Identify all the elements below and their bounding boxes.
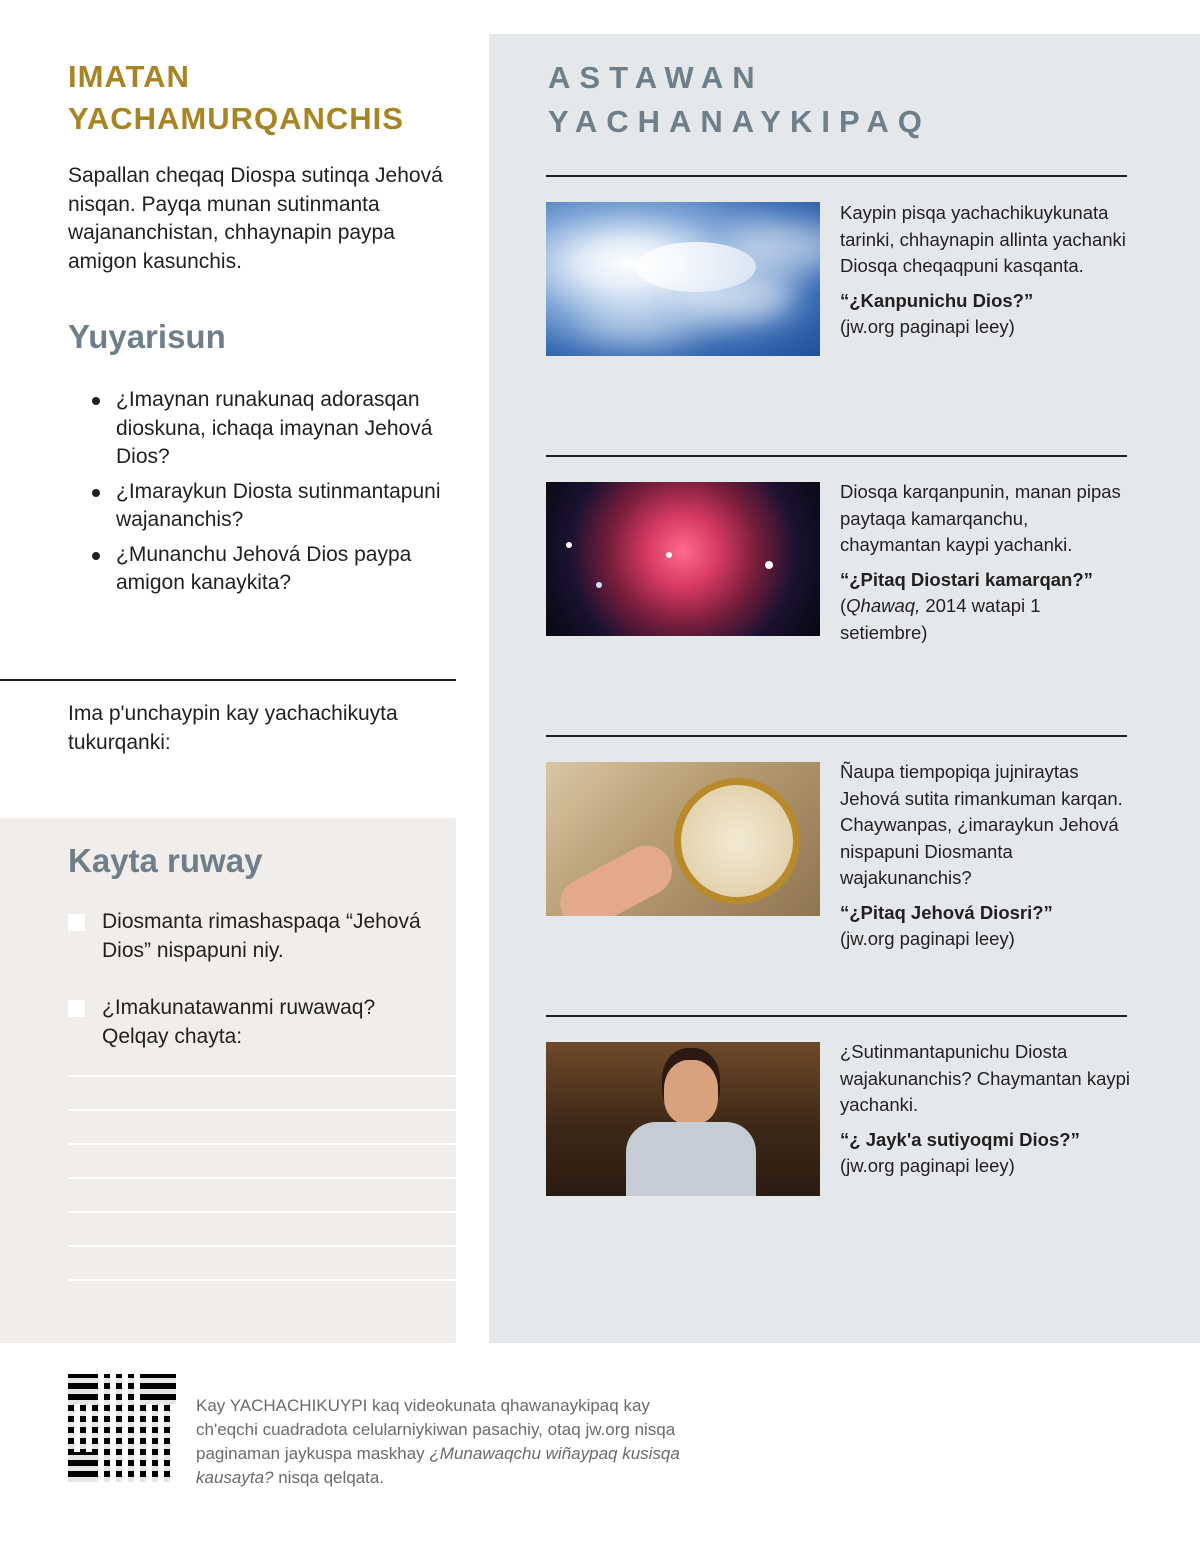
page-title-line-2: YACHAMURQANCHIS [68, 101, 404, 136]
learn-more-title-line-2: YACHANAYKIPAQ [548, 104, 931, 139]
resource-description: Diosqa karqanpunin, manan pipas paytaqa kamarqanchu, chaymantan kaypi yachanki. [840, 481, 1121, 555]
resource-link-title[interactable]: “¿Kanpunichu Dios?” [840, 289, 1034, 311]
resource-caption [840, 759, 1130, 953]
review-question: ¿Imaynan runakunaq adorasqan dioskuna, ichaqa imaynan Jehová Dios? [92, 386, 456, 472]
writing-line[interactable] [68, 1279, 456, 1281]
resource-link-title[interactable]: “¿ Jayk'a sutiyoqmi Dios?” [840, 1128, 1080, 1150]
page-title-line-1: IMATAN [68, 59, 190, 94]
resource-source: (Qhawaq, 2014 watapi 1 setiembre) [840, 595, 1041, 643]
completion-date-label: Ima p'unchaypin kay yachachikuyta tukurqanki: [68, 702, 398, 754]
checkbox[interactable] [68, 914, 85, 931]
publication-title: ¿Munawaqchu wiñaypaq kusisqa kausayta? [196, 1444, 680, 1487]
resource-caption [840, 200, 1130, 341]
resource-source: (jw.org paginapi leey) [840, 1155, 1015, 1176]
todo-item-label: ¿Imakunatawanmi ruwawaq? Qelqay chayta: [102, 996, 376, 1048]
writing-line[interactable] [68, 1109, 456, 1111]
review-questions-list [92, 386, 456, 604]
page-title [68, 56, 468, 140]
writing-line[interactable] [68, 1245, 456, 1247]
resource-link-title[interactable]: “¿Pitaq Jehová Diosri?” [840, 901, 1053, 923]
intro-paragraph: Sapallan cheqaq Diospa sutinqa Jehová nisqan. Payqa munan sutinmanta wajananchistan, chhaynapin paypa amigon kasunchis. [68, 164, 443, 273]
magnifier-hebrew-text-photo [546, 762, 820, 916]
todo-item [68, 908, 438, 965]
nebula-photo [546, 482, 820, 636]
writing-line[interactable] [68, 1211, 456, 1213]
footer-note: Kay YACHACHIKUYPI kaq videokunata qhawanaykipaq kay ch'eqchi cuadradota celularniykiwan pasachiy, otaq jw.org nisqa paginaman jaykuspa maskhay ¿Munawaqchu wiñaypaq kusisqa kausayta? nisqa qelqata. [196, 1396, 680, 1487]
review-question: ¿Imaraykun Diosta sutinmantapuni wajananchis? [92, 478, 456, 535]
divider [546, 735, 1127, 737]
resource-caption [840, 1039, 1130, 1180]
writing-line[interactable] [68, 1177, 456, 1179]
magazine-name: Qhawaq, [846, 595, 921, 616]
writing-line[interactable] [68, 1075, 456, 1077]
review-questions-heading: Yuyarisun [68, 318, 226, 355]
todo-panel [0, 818, 456, 1343]
learn-more-title-line-1: ASTAWAN [548, 60, 764, 95]
divider [546, 1015, 1127, 1017]
checkbox[interactable] [68, 1000, 85, 1017]
review-question: ¿Munanchu Jehová Dios paypa amigon kanaykita? [92, 541, 456, 598]
resource-caption [840, 479, 1130, 646]
todo-item [68, 994, 438, 1051]
man-reading-photo [546, 1042, 820, 1196]
divider [546, 455, 1127, 457]
todo-heading: Kayta ruway [68, 842, 263, 879]
resource-source: (jw.org paginapi leey) [840, 928, 1015, 949]
resource-source: (jw.org paginapi leey) [840, 316, 1015, 337]
resource-description: ¿Sutinmantapunichu Diosta wajakunanchis? Chaymantan kaypi yachanki. [840, 1041, 1131, 1115]
resource-link-title[interactable]: “¿Pitaq Diostari kamarqan?” [840, 568, 1093, 590]
sky-clouds-photo [546, 202, 820, 356]
qr-code-icon[interactable] [68, 1374, 176, 1482]
divider [546, 175, 1127, 177]
divider [0, 679, 456, 681]
todo-item-label: Diosmanta rimashaspaqa “Jehová Dios” nispapuni niy. [102, 910, 421, 962]
resource-description: Kaypin pisqa yachachikuykunata tarinki, chhaynapin allinta yachanki Diosqa cheqaqpuni kasqanta. [840, 202, 1126, 276]
resource-description: Ñaupa tiempopiqa jujniraytas Jehová sutita rimankuman karqan. Chaywanpas, ¿imaraykun Jehová nispapuni Diosmanta wajakunanchis? [840, 761, 1123, 888]
writing-line[interactable] [68, 1143, 456, 1145]
learn-more-title [548, 56, 931, 144]
